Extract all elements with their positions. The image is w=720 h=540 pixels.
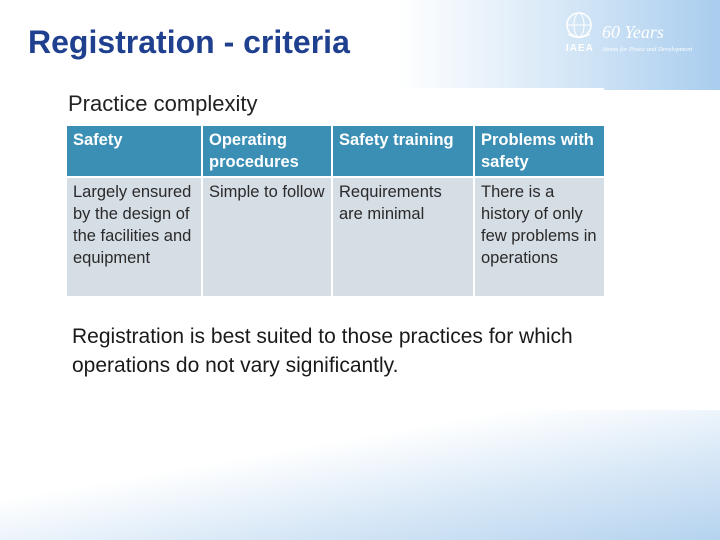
- table-row: [66, 177, 605, 297]
- table-header-row: [66, 125, 605, 177]
- table-cell: Simple to follow: [202, 177, 332, 297]
- column-header: Operating procedures: [202, 125, 332, 177]
- column-header: Problems with safety: [474, 125, 605, 177]
- body-text: Registration is best suited to those practices for which operations do not vary significantly.: [72, 325, 573, 377]
- column-header: Safety training: [332, 125, 474, 177]
- slide-title: Registration - criteria: [28, 24, 350, 60]
- un-emblem-icon: [564, 10, 594, 40]
- table-panel: [64, 88, 604, 294]
- table-cell: There is a history of only few problems in operations: [474, 177, 605, 297]
- table-heading: Practice complexity: [68, 91, 258, 116]
- footer-gradient: [0, 410, 720, 540]
- column-header: Safety: [66, 125, 202, 177]
- criteria-table: [65, 124, 606, 298]
- iaea-logo: [562, 10, 712, 58]
- table-cell: Largely ensured by the design of the facilities and equipment: [66, 177, 202, 297]
- table-cell: Requirements are minimal: [332, 177, 474, 297]
- logo-org-text: IAEA: [566, 43, 594, 54]
- logo-tagline: Atoms for Peace and Development: [602, 46, 693, 53]
- logo-years-text: 60 Years: [602, 22, 664, 42]
